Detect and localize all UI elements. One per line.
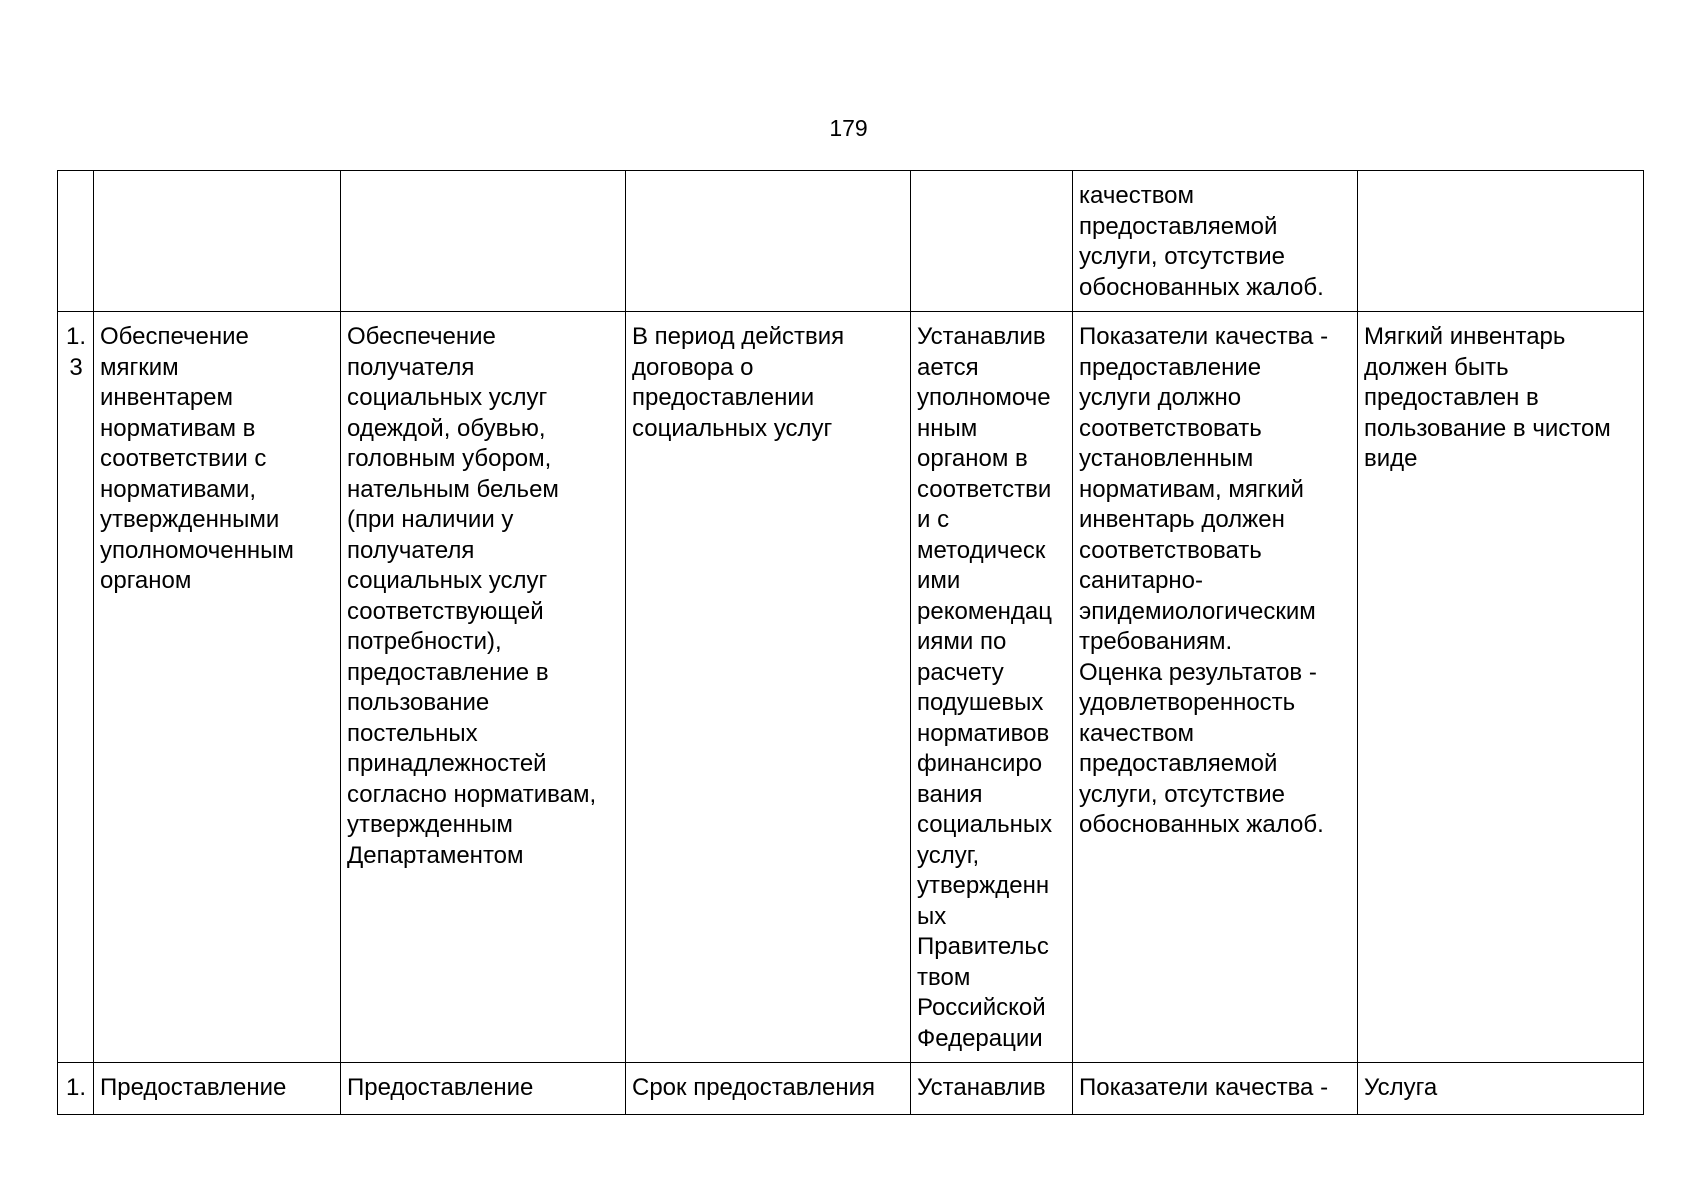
row-number-cell — [58, 171, 94, 312]
page-number: 179 — [829, 115, 868, 141]
service-conditions-cell — [1358, 171, 1644, 312]
quality-indicators-cell: качеством предоставляемой услуги, отсутствие обоснованных жалоб. — [1073, 171, 1358, 312]
quality-indicators-cell: Показатели качества - предоставление услуги должно соответствовать установленным нормативам, мягкий инвентарь должен соответствовать санитарно- эпидемиологическим требованиям. Оценка результатов - удовлетворенность качеством предоставляемой услуги, отсутствие обоснованных жалоб. — [1073, 312, 1358, 1063]
service-description-cell: Обеспечение получателя социальных услуг одеждой, обувью, головным убором, нательным бельем (при наличии у получателя социальных услуг соответствующей потребности), предоставление в пользование постельных принадлежностей согласно нормативам, утвержденным Департаментом — [341, 312, 626, 1063]
service-conditions-cell: Услуга — [1358, 1063, 1644, 1115]
service-period-cell: Срок предоставления — [626, 1063, 911, 1115]
service-norm-cell — [911, 171, 1073, 312]
table-row — [58, 1063, 1644, 1115]
service-name-cell — [94, 171, 341, 312]
row-number-cell: 1. 3 — [58, 312, 94, 1063]
service-name-cell: Предоставление — [94, 1063, 341, 1115]
service-name-cell: Обеспечение мягким инвентарем нормативам в соответствии с нормативами, утвержденными уполномоченным органом — [94, 312, 341, 1063]
service-conditions-cell: Мягкий инвентарь должен быть предоставлен в пользование в чистом виде — [1358, 312, 1644, 1063]
services-table — [57, 170, 1644, 1115]
service-description-cell: Предоставление — [341, 1063, 626, 1115]
service-period-cell — [626, 171, 911, 312]
table-row — [58, 312, 1644, 1063]
row-number-cell: 1. — [58, 1063, 94, 1115]
service-period-cell: В период действия договора о предоставлении социальных услуг — [626, 312, 911, 1063]
service-norm-cell: Устанавлив — [911, 1063, 1073, 1115]
service-description-cell — [341, 171, 626, 312]
quality-indicators-cell: Показатели качества - — [1073, 1063, 1358, 1115]
service-norm-cell: Устанавлив ается уполномоче нным органом в соответстви и с методическ ими рекомендац иями по расчету подушевых нормативов финансиро вания социальных услуг, утвержденн ых Правительс твом Российской Федерации — [911, 312, 1073, 1063]
table-row — [58, 171, 1644, 312]
